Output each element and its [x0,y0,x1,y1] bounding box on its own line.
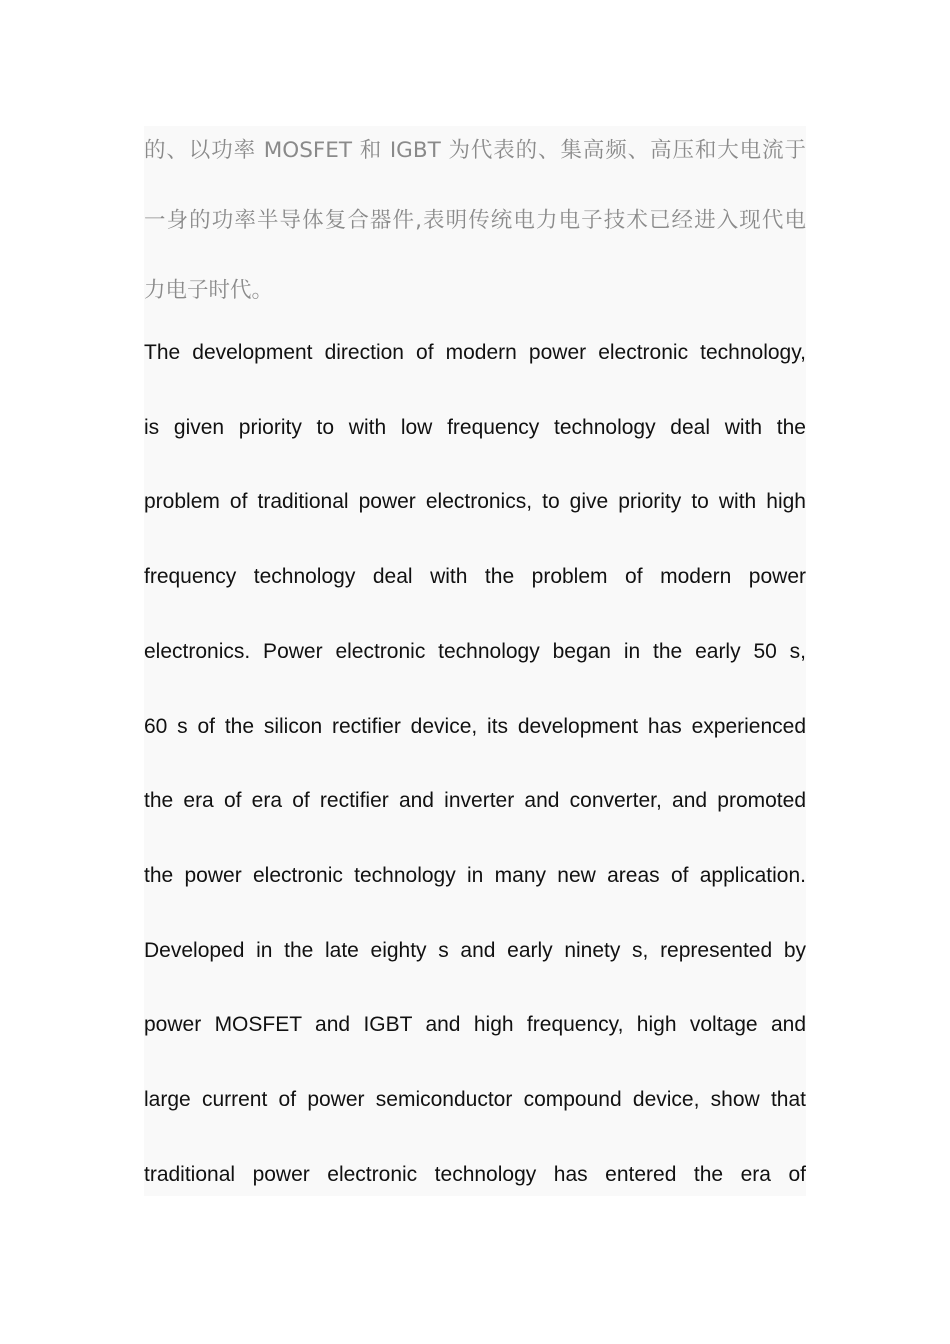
english-line-10: power MOSFET and IGBT and high frequency, high voltage and [144,1013,806,1037]
english-line-3: problem of traditional power electronics, to give priority to with high [144,490,806,514]
chinese-line-2: 一身的功率半导体复合器件,表明传统电力电子技术已经进入现代电 [144,208,806,233]
english-line-1: The development direction of modern power electronic technology, [144,341,806,364]
english-line-11: large current of power semiconductor compound device, show that [144,1088,806,1111]
english-line-4: frequency technology deal with the problem of modern power [144,565,806,589]
english-line-2: is given priority to with low frequency technology deal with the [144,415,806,439]
chinese-line-1: 的、以功率 MOSFET 和 IGBT 为代表的、集高频、高压和大电流于 [144,138,806,163]
english-line-12: traditional power electronic technology has entered the era of [144,1162,806,1186]
english-line-8: the power electronic technology in many new areas of application. [144,863,806,887]
chinese-line-3: 力电子时代。 [144,278,274,303]
english-line-9: Developed in the late eighty s and early ninety s, represented by [144,938,806,962]
english-line-6: 60 s of the silicon rectifier device, its development has experienced [144,714,806,738]
english-line-7: the era of era of rectifier and inverter and converter, and promoted [144,789,806,813]
english-line-5: electronics. Power electronic technology began in the early 50 s, [144,639,806,663]
